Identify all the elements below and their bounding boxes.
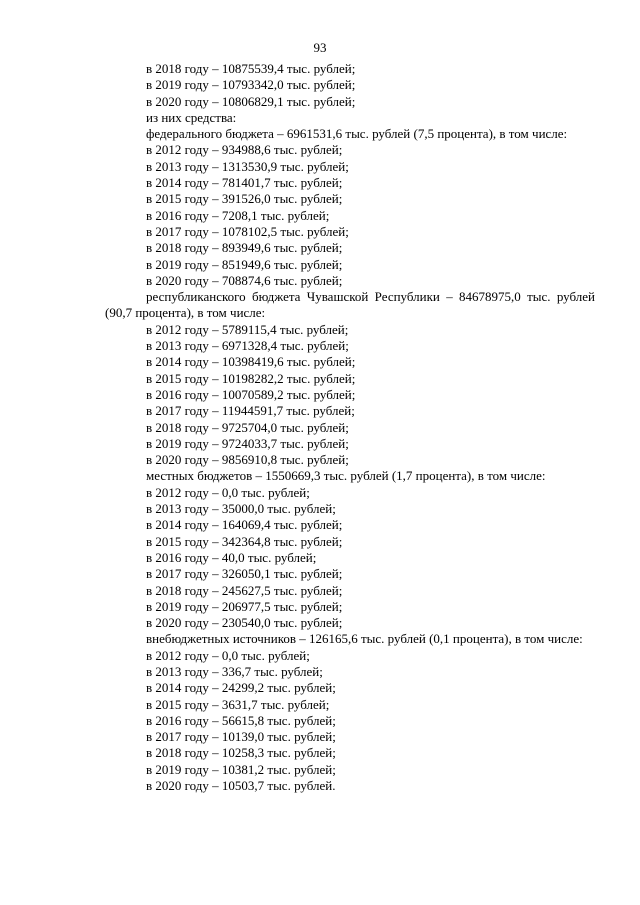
year-line: в 2013 году – 1313530,9 тыс. рублей; <box>146 158 349 174</box>
year-line: в 2016 году – 56615,8 тыс. рублей; <box>146 712 336 728</box>
local-budget-section <box>105 468 595 631</box>
year-line: в 2017 году – 1078102,5 тыс. рублей; <box>146 223 349 239</box>
year-line: в 2020 году – 230540,0 тыс. рублей; <box>146 615 343 631</box>
year-line: в 2015 году – 391526,0 тыс. рублей; <box>146 191 343 207</box>
year-line: в 2018 году – 893949,6 тыс. рублей; <box>146 240 343 256</box>
year-line: в 2018 году – 10875539,4 тыс. рублей; <box>146 61 356 76</box>
year-line: в 2018 году – 245627,5 тыс. рублей; <box>146 582 343 598</box>
year-line: в 2014 году – 24299,2 тыс. рублей; <box>146 680 336 696</box>
year-line: в 2013 году – 35000,0 тыс. рублей; <box>146 501 336 517</box>
total-funding-years <box>105 61 595 110</box>
year-line: в 2019 году – 10381,2 тыс. рублей; <box>146 761 336 777</box>
year-line: в 2019 году – 9724033,7 тыс. рублей; <box>146 435 349 451</box>
year-line: в 2014 году – 781401,7 тыс. рублей; <box>146 175 343 191</box>
document-body <box>105 61 595 794</box>
year-line: в 2020 году – 10503,7 тыс. рублей. <box>146 778 336 794</box>
federal-budget-section <box>105 126 595 289</box>
federal-budget-heading: федерального бюджета – 6961531,6 тыс. рублей (7,5 процента), в том числе: <box>146 126 568 142</box>
year-line: в 2020 году – 9856910,8 тыс. рублей; <box>146 452 349 468</box>
year-line: в 2014 году – 164069,4 тыс. рублей; <box>146 517 343 533</box>
extrabudgetary-section <box>105 631 595 794</box>
year-line: в 2016 году – 40,0 тыс. рублей; <box>146 549 317 565</box>
page-number: 93 <box>313 40 327 55</box>
extrabudgetary-heading: внебюджетных источников – 126165,6 тыс. рублей (0,1 процента), в том числе: <box>146 631 583 647</box>
year-line: в 2018 году – 9725704,0 тыс. рублей; <box>146 419 349 435</box>
year-line: в 2012 году – 0,0 тыс. рублей; <box>146 484 310 500</box>
year-line: в 2013 году – 6971328,4 тыс. рублей; <box>146 338 349 354</box>
year-line: в 2014 году – 10398419,6 тыс. рублей; <box>146 354 356 370</box>
year-line: в 2012 году – 0,0 тыс. рублей; <box>146 647 310 663</box>
year-line: в 2012 году – 5789115,4 тыс. рублей; <box>146 321 349 337</box>
year-line: в 2019 году – 206977,5 тыс. рублей; <box>146 598 343 614</box>
year-line: в 2016 году – 7208,1 тыс. рублей; <box>146 207 330 223</box>
sources-label: из них средства: <box>146 109 237 125</box>
year-line: в 2012 году – 934988,6 тыс. рублей; <box>146 142 343 158</box>
year-line: в 2016 году – 10070589,2 тыс. рублей; <box>146 386 356 402</box>
republican-budget-section <box>105 289 595 468</box>
year-line: в 2013 году – 336,7 тыс. рублей; <box>146 663 323 679</box>
year-line: в 2015 году – 342364,8 тыс. рублей; <box>146 533 343 549</box>
year-line: в 2017 году – 326050,1 тыс. рублей; <box>146 566 343 582</box>
year-line: в 2020 году – 708874,6 тыс. рублей; <box>146 272 343 288</box>
year-line: в 2019 году – 10793342,0 тыс. рублей; <box>146 77 356 93</box>
year-line: в 2015 году – 3631,7 тыс. рублей; <box>146 696 330 712</box>
year-line: в 2017 году – 10139,0 тыс. рублей; <box>146 729 336 745</box>
year-line: в 2017 году – 11944591,7 тыс. рублей; <box>146 403 355 419</box>
year-line: в 2019 году – 851949,6 тыс. рублей; <box>146 256 343 272</box>
year-line: в 2018 году – 10258,3 тыс. рублей; <box>146 745 336 761</box>
year-line: в 2015 году – 10198282,2 тыс. рублей; <box>146 370 356 386</box>
year-line: в 2020 году – 10806829,1 тыс. рублей; <box>146 93 356 109</box>
republican-budget-heading: республиканского бюджета Чувашской Республики – 84678975,0 тыс. рублей (90,7 процента), в том числе: <box>105 289 595 321</box>
local-budget-heading: местных бюджетов – 1550669,3 тыс. рублей (1,7 процента), в том числе: <box>146 468 546 484</box>
